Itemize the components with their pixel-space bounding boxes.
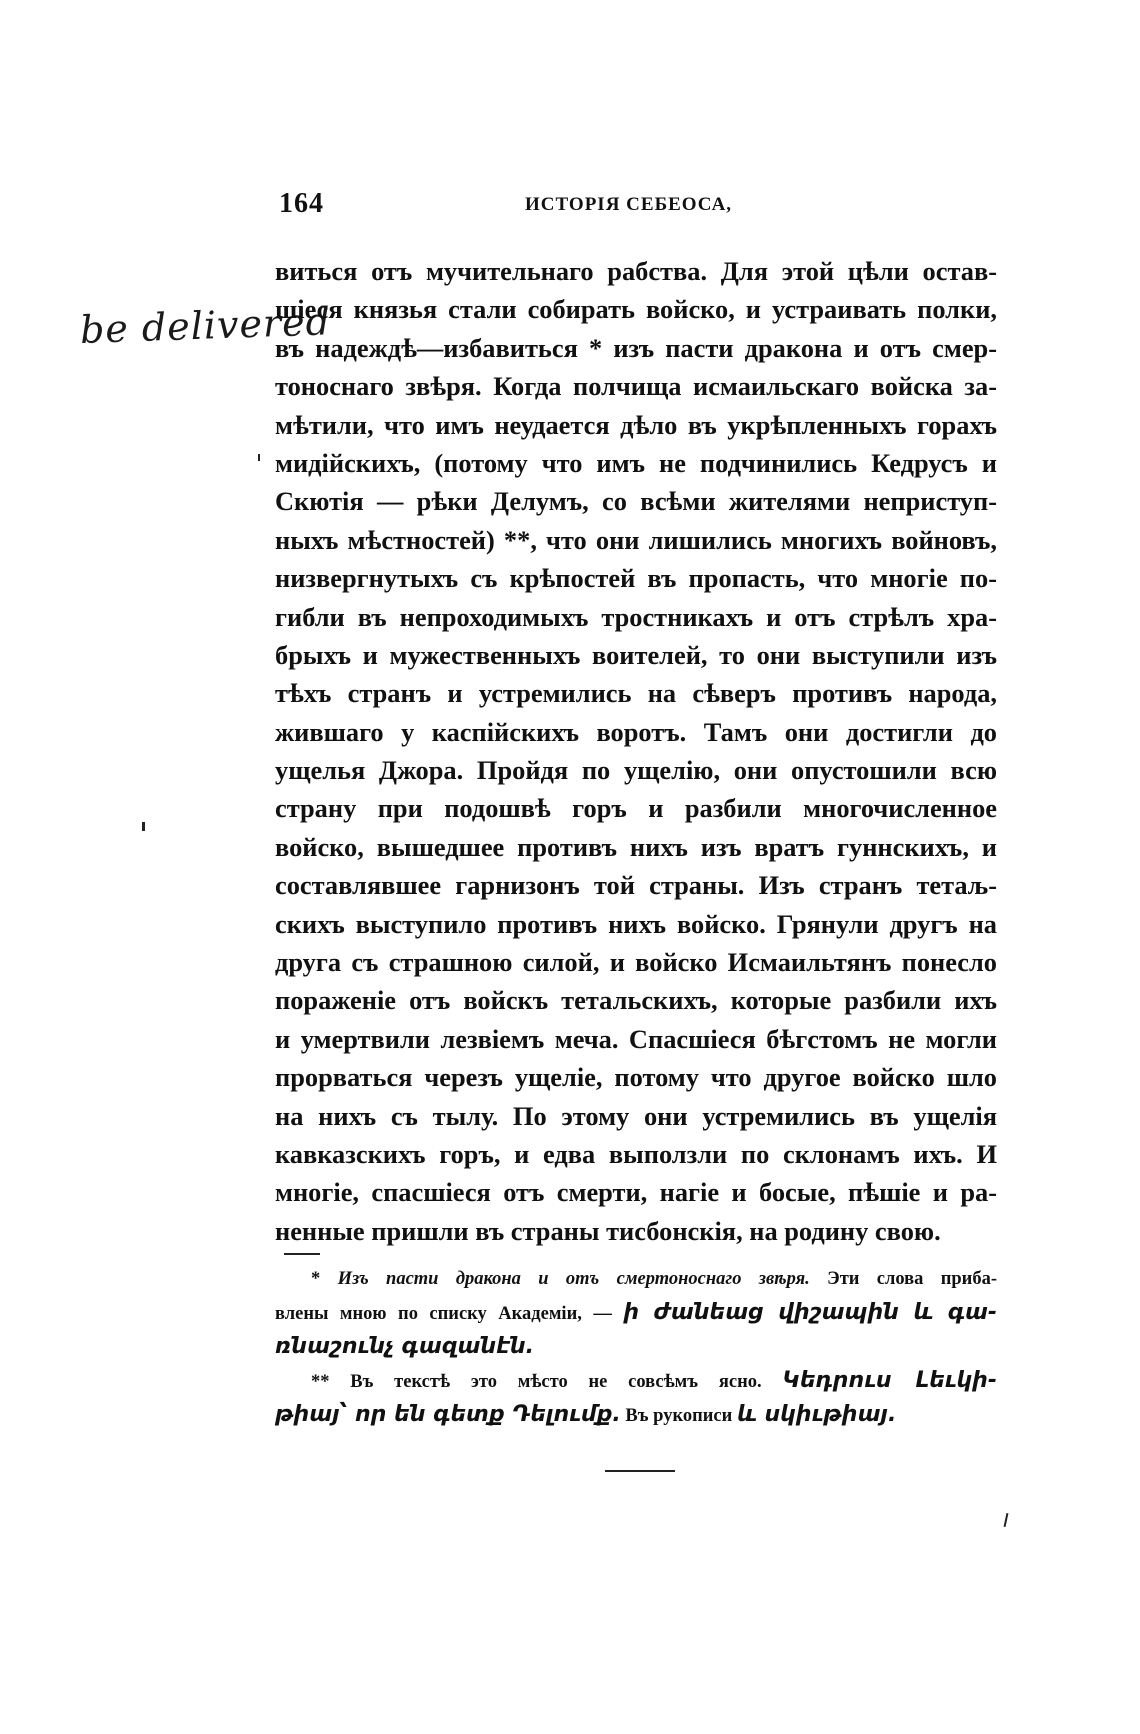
footnote-1-text: влены мною по списку Академіи, — [275,1304,612,1324]
text-line: прорваться черезъ ущеліе, потому что другое войско шло [275,1062,997,1093]
ink-speck [258,454,260,461]
footnote-1-line-2 [275,1296,997,1330]
text-line: составлявшее гарнизонъ той страны. Изъ странъ тетаљ- [275,870,997,901]
footnote-1-line-1 [275,1262,997,1296]
text-line: мидійскихъ, (потому что имъ не подчинились Кедрусъ и [275,447,997,478]
footnote-2-text: Въ рукописи [625,1406,733,1426]
footnote-1-text: Эти слова приба- [827,1269,998,1289]
handwritten-margin-note: be delivered [79,299,332,352]
footnote-2-armenian: թիայ՝ որ են գետք Դելումք. [275,1402,621,1427]
footnote-2-line-1 [275,1364,997,1398]
footnote-divider [284,1253,320,1255]
footnote-2-armenian: Կեդրուս Լեւկի- [782,1368,998,1393]
ink-speck [142,822,145,831]
text-line: пораженіе отъ войскъ тетальскихъ, которые разбили ихъ [275,985,997,1016]
page-number: 164 [279,188,324,219]
footnotes [275,1262,997,1432]
footnote-marker: * [311,1269,321,1289]
footnote-2-text: Въ текстѣ это мѣсто не совсѣмъ ясно. [350,1372,762,1392]
end-of-text-rule [605,1470,675,1472]
text-line: брыхъ и мужественныхъ воителей, то они выступили изъ [275,639,997,670]
footnote-1-line-3 [275,1330,997,1364]
page-header [275,188,995,228]
text-line: Скютія — рѣки Делумъ, со всѣми жителями неприступ- [275,486,997,517]
text-line: мѣтили, что имъ неудается дѣло въ укрѣпленныхъ горахъ [275,409,997,440]
text-line: многіе, спасшіеся отъ смерти, нагіе и босые, пѣшіе и ра- [275,1177,997,1208]
text-line: кавказскихъ горъ, и едва выползли по склонамъ ихъ. И [275,1138,997,1169]
footnote-2-armenian: և սկիւթիայ. [736,1402,897,1427]
text-line: низвергнутыхъ съ крѣпостей въ пропасть, что многіе по- [275,563,997,594]
text-line: тѣхъ странъ и устремились на сѣверъ противъ народа, [275,678,997,709]
text-line: шіеся князья стали собирать войско, и устраивать полки, [275,294,997,325]
ink-speck [1004,1513,1009,1527]
text-line: гибли въ непроходимыхъ тростникахъ и отъ стрѣлъ хра- [275,601,997,632]
text-line: жившаго у каспійскихъ воротъ. Тамъ они достигли до [275,716,997,747]
text-line: тоноснаго звѣря. Когда полчища исмаильскаго войска за- [275,371,997,402]
footnote-2-line-2 [275,1398,997,1432]
footnote-1-quote: Изъ пасти дракона и отъ смертоноснаго звѣря. [337,1269,810,1289]
text-line: друга съ страшною силой, и войско Исмаильтянъ понесло [275,947,997,978]
footnote-1-armenian: ի ժանեաց վիշապին և գա- [623,1300,998,1325]
text-line: въ надеждѣ—избавиться * изъ пасти дракона и отъ смер- [275,332,997,363]
text-line: скихъ выступило противъ нихъ войско. Грянули другъ на [275,908,997,939]
text-line: ущелья Джора. Пройдя по ущелію, они опустошили всю [275,755,997,786]
text-line: ненные пришли въ страны тисбонскія, на родину свою. [275,1215,941,1246]
text-line: на нихъ съ тылу. По этому они устремились въ ущелія [275,1100,997,1131]
text-line: ныхъ мѣстностей) **, что они лишились многихъ войновъ, [275,524,997,555]
footnote-marker: ** [311,1372,330,1392]
running-title: ИСТОРІЯ СЕБЕОСА, [525,194,733,215]
footnote-1-armenian: ռնաշունչ գազանէն. [275,1334,534,1359]
main-text [275,252,997,1250]
text-line: войско, вышедшее противъ нихъ изъ вратъ гуннскихъ, и [275,831,997,862]
text-line: и умертвили лезвіемъ меча. Спасшіеся бѣгстомъ не могли [275,1023,997,1054]
text-line: виться отъ мучительнаго рабства. Для этой цѣли остав- [275,256,997,286]
text-line: страну при подошвѣ горъ и разбили многочисленное [275,793,997,824]
